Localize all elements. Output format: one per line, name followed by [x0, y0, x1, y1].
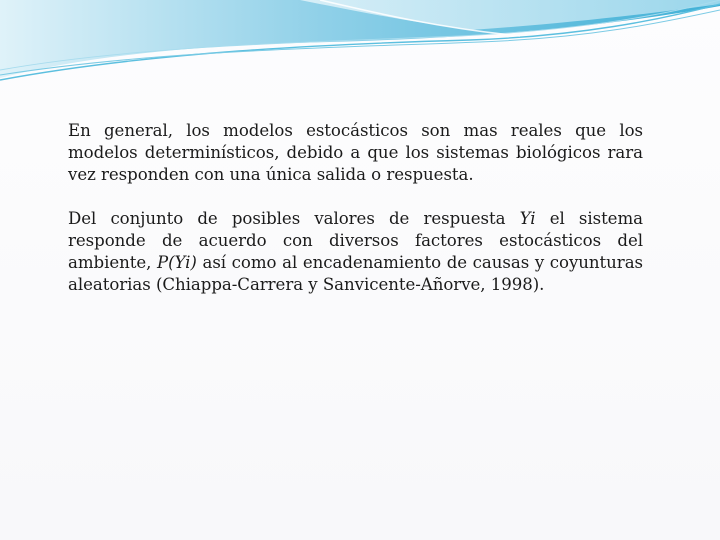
paragraph-models — [68, 120, 643, 186]
italic-term: Yi — [519, 209, 536, 228]
paragraph-response — [68, 208, 643, 296]
text-run: Del conjunto de posibles valores de respuesta — [68, 209, 520, 228]
text-run: el sistema responde de acuerdo con diversos factores estocásticos del ambiente, — [68, 209, 643, 272]
italic-term: P(Yi) — [157, 253, 197, 272]
text-run: así como al encadenamiento de causas y coyunturas aleatorias (Chiappa-Carrera y Sanvicente-Añorve, 1998). — [68, 253, 643, 294]
header-wave-decoration — [0, 0, 720, 90]
slide-body — [68, 120, 643, 296]
text-run: En general, los modelos estocásticos son mas reales que los modelos determinísticos, debido a que los sistemas biológicos rara vez responden con una única salida o respuesta. — [68, 121, 643, 184]
